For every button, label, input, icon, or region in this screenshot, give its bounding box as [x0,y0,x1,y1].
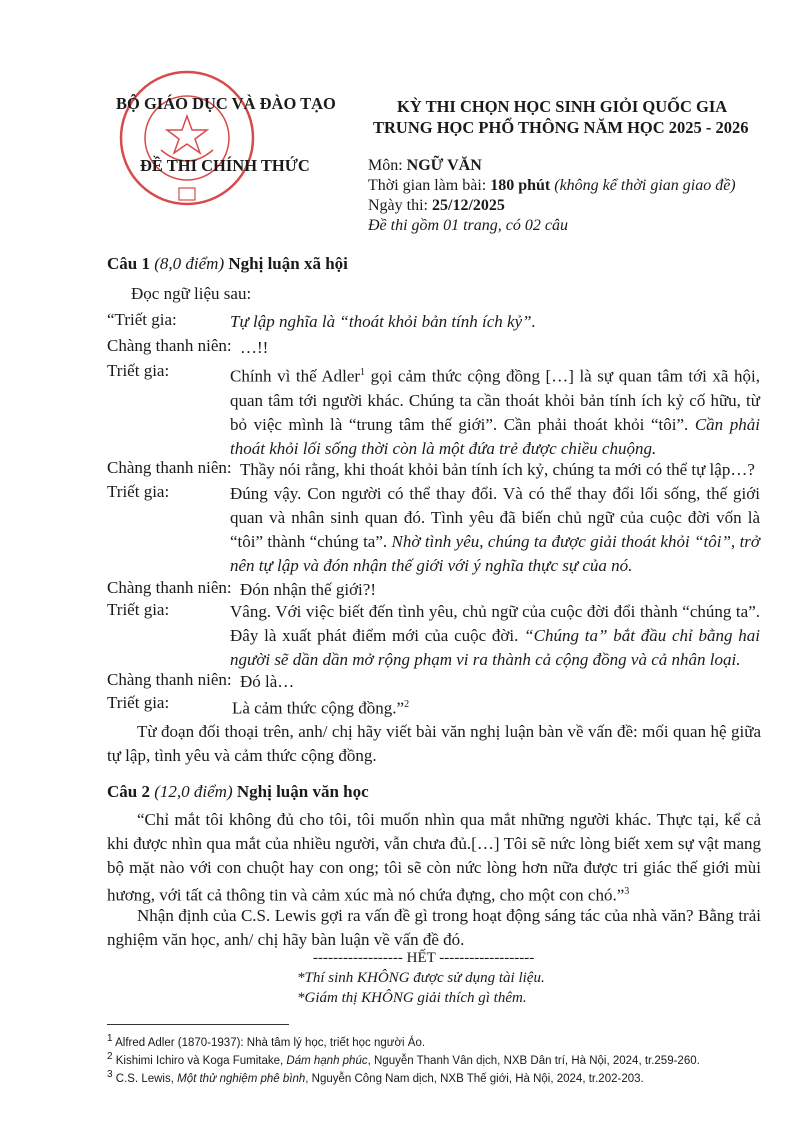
q1-title: Nghị luận xã hội [228,254,348,273]
quote-text: “Chỉ mắt tôi không đủ cho tôi, tôi muốn nhìn qua mắt những người khác. Thực tại, kể cả khi được nhìn qua mắt của nhiều người, vẫn chưa đủ.[…] Tôi sẽ nức lòng biết xem sự vật mang bộ mặt nào với con chuột hay con ong; tôi sẽ còn nức lòng hơn nữa được tri giác thế giới mùi hương, với tất cả thông tin và cảm xúc mà nó chứa đựng, cho một con chó.” [107,810,761,905]
date-label: Ngày thi: [368,197,432,214]
official-seal [117,68,257,208]
time-label: Thời gian làm bài: [368,177,491,194]
dialogue-line [230,600,760,672]
speaker-label: Triết gia: [107,600,170,619]
subject-label: Môn: [368,157,407,174]
speaker-label: Triết gia: [107,693,170,712]
footnote-ref: 2 [404,699,410,710]
end-marker: ------------------ HẾT ------------------- [313,950,535,966]
footnote-number: 2 [107,1051,113,1062]
speaker-label: Chàng thanh niên: [107,336,232,355]
footnote-3 [107,1067,644,1087]
speaker-label: Chàng thanh niên: [107,458,232,477]
q1-label: Câu 1 [107,254,150,273]
footnote-text: Kishimi Ichiro và Koga Fumitake, [112,1054,287,1067]
footnote-text: , Nguyễn Thanh Vân dịch, NXB Dân trí, Hà Nội, 2024, tr.259-260. [367,1054,700,1067]
speaker-label: Triết gia: [107,361,170,380]
exam-info [368,156,768,236]
official-label: ĐỀ THI CHÍNH THỨC [140,156,310,175]
pages-note: Đề thi gồm 01 trang, có 02 câu [368,217,568,234]
date-value: 25/12/2025 [432,197,505,214]
q2-task: Nhận định của C.S. Lewis gợi ra vấn đề gì trong hoạt động sáng tác của nhà văn? Bằng trải nghiệm văn học, anh/ chị hãy bàn luận về vấn đề đó. [107,906,761,949]
text-part: Chính vì thế Adler [230,366,361,386]
dialogue-line: Đó là… [240,672,295,691]
text-part: Là cảm thức cộng đồng.” [232,698,405,718]
dialogue-line: …!! [240,338,269,357]
footnote-ref: 1 [360,367,366,378]
subject-line [368,156,768,176]
time-note: (không kể thời gian giao đề) [550,177,736,194]
text-part-italic: “Chúng ta” bắt đầu chỉ bằng hai người sẽ dần dần mở rộng phạm vi ra thành cả cộng đồng và cả nhân loại. [230,626,761,669]
speaker-label: Triết gia: [107,482,170,501]
footnote-number: 1 [107,1033,113,1044]
q2-quote [107,808,761,908]
q1-heading [107,252,348,276]
text-part: gọi cảm thức cộng đồng […] là sự quan tâm tới xã hội, quan tâm tới người khác. Chúng ta cần thoát khỏi bản tính ích kỷ cố hữu, từ bỏ việc mình là “trung tâm thế giới”. Cần phải thoát khỏi “tôi”. [230,366,760,434]
text-part-italic: Cần phải thoát khỏi lối sống thời còn là một đứa trẻ được chiều chuộng. [230,414,761,458]
q2-points: (12,0 điểm) [154,782,233,801]
dialogue-line: Thầy nói rằng, khi thoát khỏi bản tính ích kỷ, chúng ta mới có thể tự lập…? [240,460,755,479]
dialogue-line [232,693,409,721]
speaker-label: “Triết gia: [107,310,177,329]
speaker-label: Chàng thanh niên: [107,670,232,689]
footnote-text: , Nguyễn Công Nam dịch, NXB Thế giới, Hà Nội, 2024, tr.202-203. [305,1072,644,1085]
text-part: Vâng. Với việc biết đến tình yêu, chủ ngữ của cuộc đời đổi thành “chúng ta”. Đây là xuất phát điểm mới của cuộc đời. [230,602,760,645]
q2-heading [107,780,369,804]
end-note-1: *Thí sinh KHÔNG được sử dụng tài liệu. [297,970,545,986]
footnote-1 [107,1031,425,1051]
dialogue-line: Tự lập nghĩa là “thoát khỏi bản tính ích kỷ”. [230,312,536,331]
time-line [368,176,768,196]
footnote-ref: 3 [624,886,630,897]
footnote-text: C.S. Lewis, [112,1072,178,1085]
q1-task: Từ đoạn đối thoại trên, anh/ chị hãy viết bài văn nghị luận bàn về vấn đề: mối quan hệ giữa tự lập, tình yêu và cảm thức cộng đồng. [107,722,761,765]
footnote-title: Dám hạnh phúc [286,1054,368,1067]
date-line [368,196,768,216]
footnote-number: 3 [107,1069,113,1080]
footnote-2 [107,1049,700,1069]
q1-points: (8,0 điểm) [154,254,225,273]
exam-title-line1: KỲ THI CHỌN HỌC SINH GIỎI QUỐC GIA [397,97,728,116]
dialogue-line [230,482,760,578]
ministry-name: BỘ GIÁO DỤC VÀ ĐÀO TẠO [116,94,336,113]
speaker-label: Chàng thanh niên: [107,578,232,597]
subject-value: NGỮ VĂN [406,157,482,174]
footnote-title: Một thử nghiệm phê bình [177,1072,306,1085]
q1-intro: Đọc ngữ liệu sau: [131,284,252,303]
dialogue-line: Đón nhận thế giới?! [240,580,376,599]
end-note-2: *Giám thị KHÔNG giải thích gì thêm. [297,990,527,1006]
q2-label: Câu 2 [107,782,150,801]
q2-title: Nghị luận văn học [236,782,369,801]
footnote-divider [107,1024,289,1025]
footnote-text: Alfred Adler (1870-1937): Nhà tâm lý học, triết học người Áo. [112,1036,426,1049]
time-value: 180 phút [490,177,551,194]
dialogue-line [230,361,760,461]
exam-title-line2: TRUNG HỌC PHỔ THÔNG NĂM HỌC 2025 - 2026 [373,118,749,137]
text-part-italic: Nhờ tình yêu, chúng ta được giải thoát khỏi “tôi”, trở nên tự lập và đón nhận thế giới với ý nghĩa thực sự của nó. [230,532,760,575]
text-part: Đúng vậy. Con người có thể thay đổi. Và có thể thay đổi lối sống, thế giới quan và nhân sinh quan đó. Tình yêu đã biến chủ ngữ của cuộc đời vốn là “tôi” thành “chúng ta”. [230,484,760,551]
